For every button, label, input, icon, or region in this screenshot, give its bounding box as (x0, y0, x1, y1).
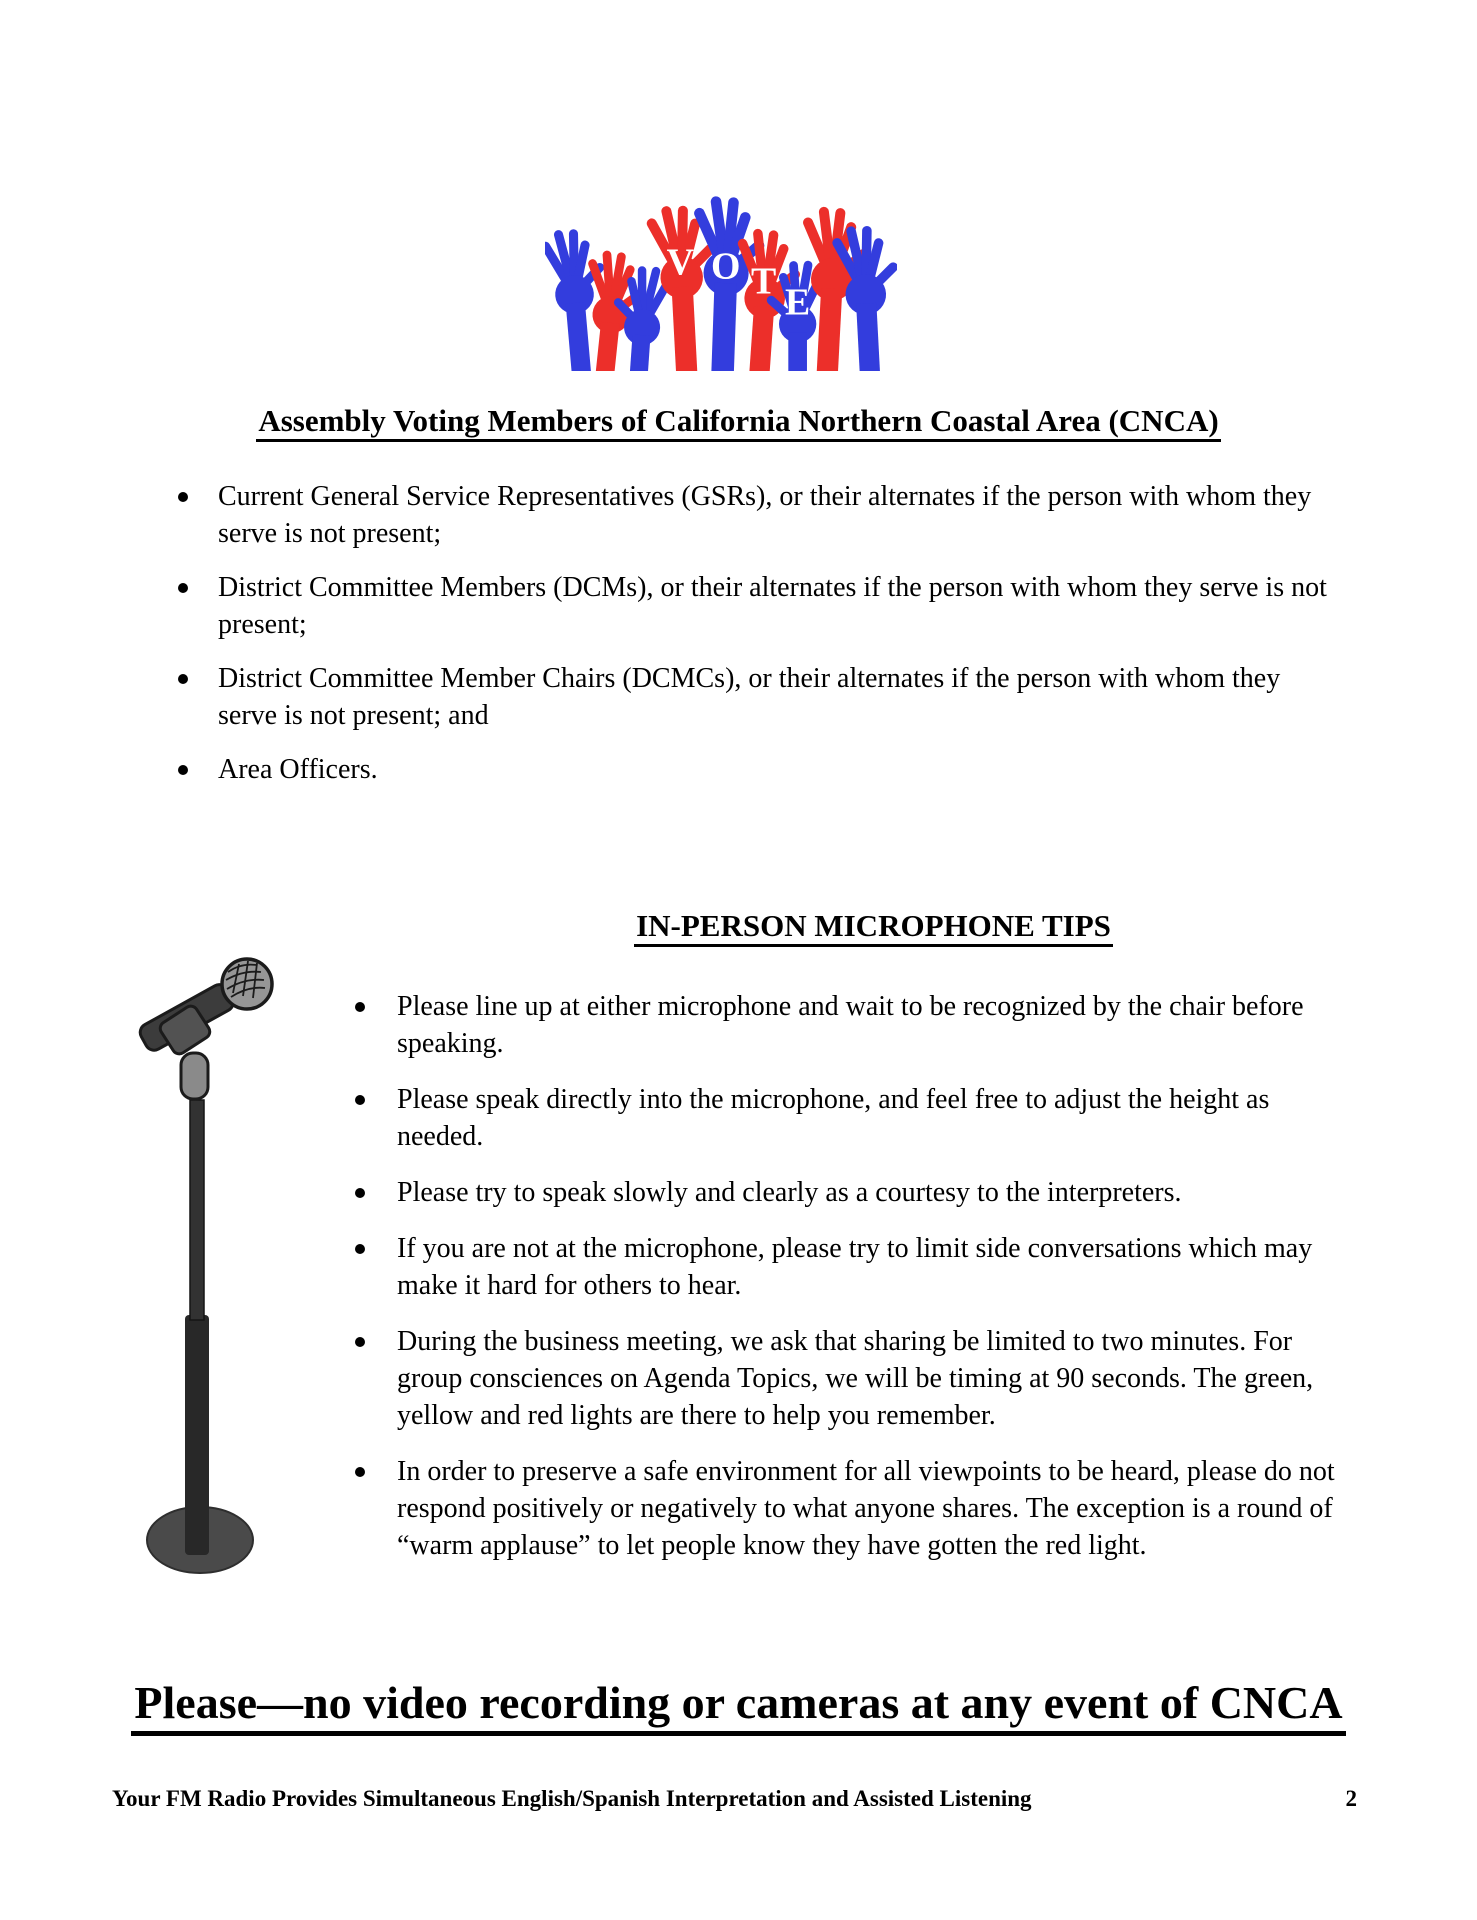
members-list-item: District Committee Member Chairs (DCMCs), or their alternates if the person with whom they serve is not present; and (218, 660, 1328, 734)
footer-text: Your FM Radio Provides Simultaneous English/Spanish Interpretation and Assisted Listening (112, 1786, 1032, 1811)
members-list-item: Current General Service Representatives (GSRs), or their alternates if the person with whom they serve is not present; (218, 478, 1328, 552)
mic-tips-title-text: IN-PERSON MICROPHONE TIPS (634, 908, 1113, 947)
members-list (218, 478, 1328, 805)
vote-letter-v: V (666, 241, 694, 284)
no-recording-notice (0, 1676, 1477, 1729)
mic-stand-lower-pole (185, 1315, 209, 1555)
mic-tips-list-item: During the business meeting, we ask that sharing be limited to two minutes. For group consciences on Agenda Topics, we will be timing at 90 seconds. The green, yellow and red lights are there to help you remember. (397, 1323, 1357, 1434)
mic-tips-list-item: Please speak directly into the microphone, and feel free to adjust the height as needed. (397, 1081, 1357, 1155)
no-recording-notice-text: Please—no video recording or cameras at any event of CNCA (131, 1677, 1345, 1736)
mic-stand-upper-pole (190, 1100, 204, 1320)
microphone-illustration (100, 940, 320, 1600)
vote-letter-o: O (711, 245, 741, 288)
page-footer (112, 1786, 1357, 1812)
mic-tips-list-item: Please line up at either microphone and wait to be recognized by the chair before speaking. (397, 988, 1357, 1062)
mic-tips-title (270, 908, 1477, 944)
members-list-item: Area Officers. (218, 751, 1328, 788)
page-number: 2 (1345, 1786, 1357, 1811)
mic-tips-list-item: If you are not at the microphone, please try to limit side conversations which may make it hard for others to hear. (397, 1230, 1357, 1304)
vote-letter-e: E (785, 281, 811, 324)
members-section-title (0, 403, 1477, 439)
members-list-item: District Committee Members (DCMs), or their alternates if the person with whom they serve is not present; (218, 569, 1328, 643)
vote-letter-t: T (750, 260, 777, 303)
mic-tips-list-item: In order to preserve a safe environment for all viewpoints to be heard, please do not respond positively or negatively to what anyone shares. The exception is a round of “warm applause” to let people know they have gotten the red light. (397, 1453, 1357, 1564)
mic-tips-list (397, 988, 1357, 1583)
mic-tips-list-item: Please try to speak slowly and clearly as a courtesy to the interpreters. (397, 1174, 1357, 1211)
members-section-title-text: Assembly Voting Members of California Northern Coastal Area (CNCA) (256, 403, 1220, 442)
mic-stand-grip (181, 1053, 208, 1099)
vote-hands-illustration (545, 163, 897, 371)
